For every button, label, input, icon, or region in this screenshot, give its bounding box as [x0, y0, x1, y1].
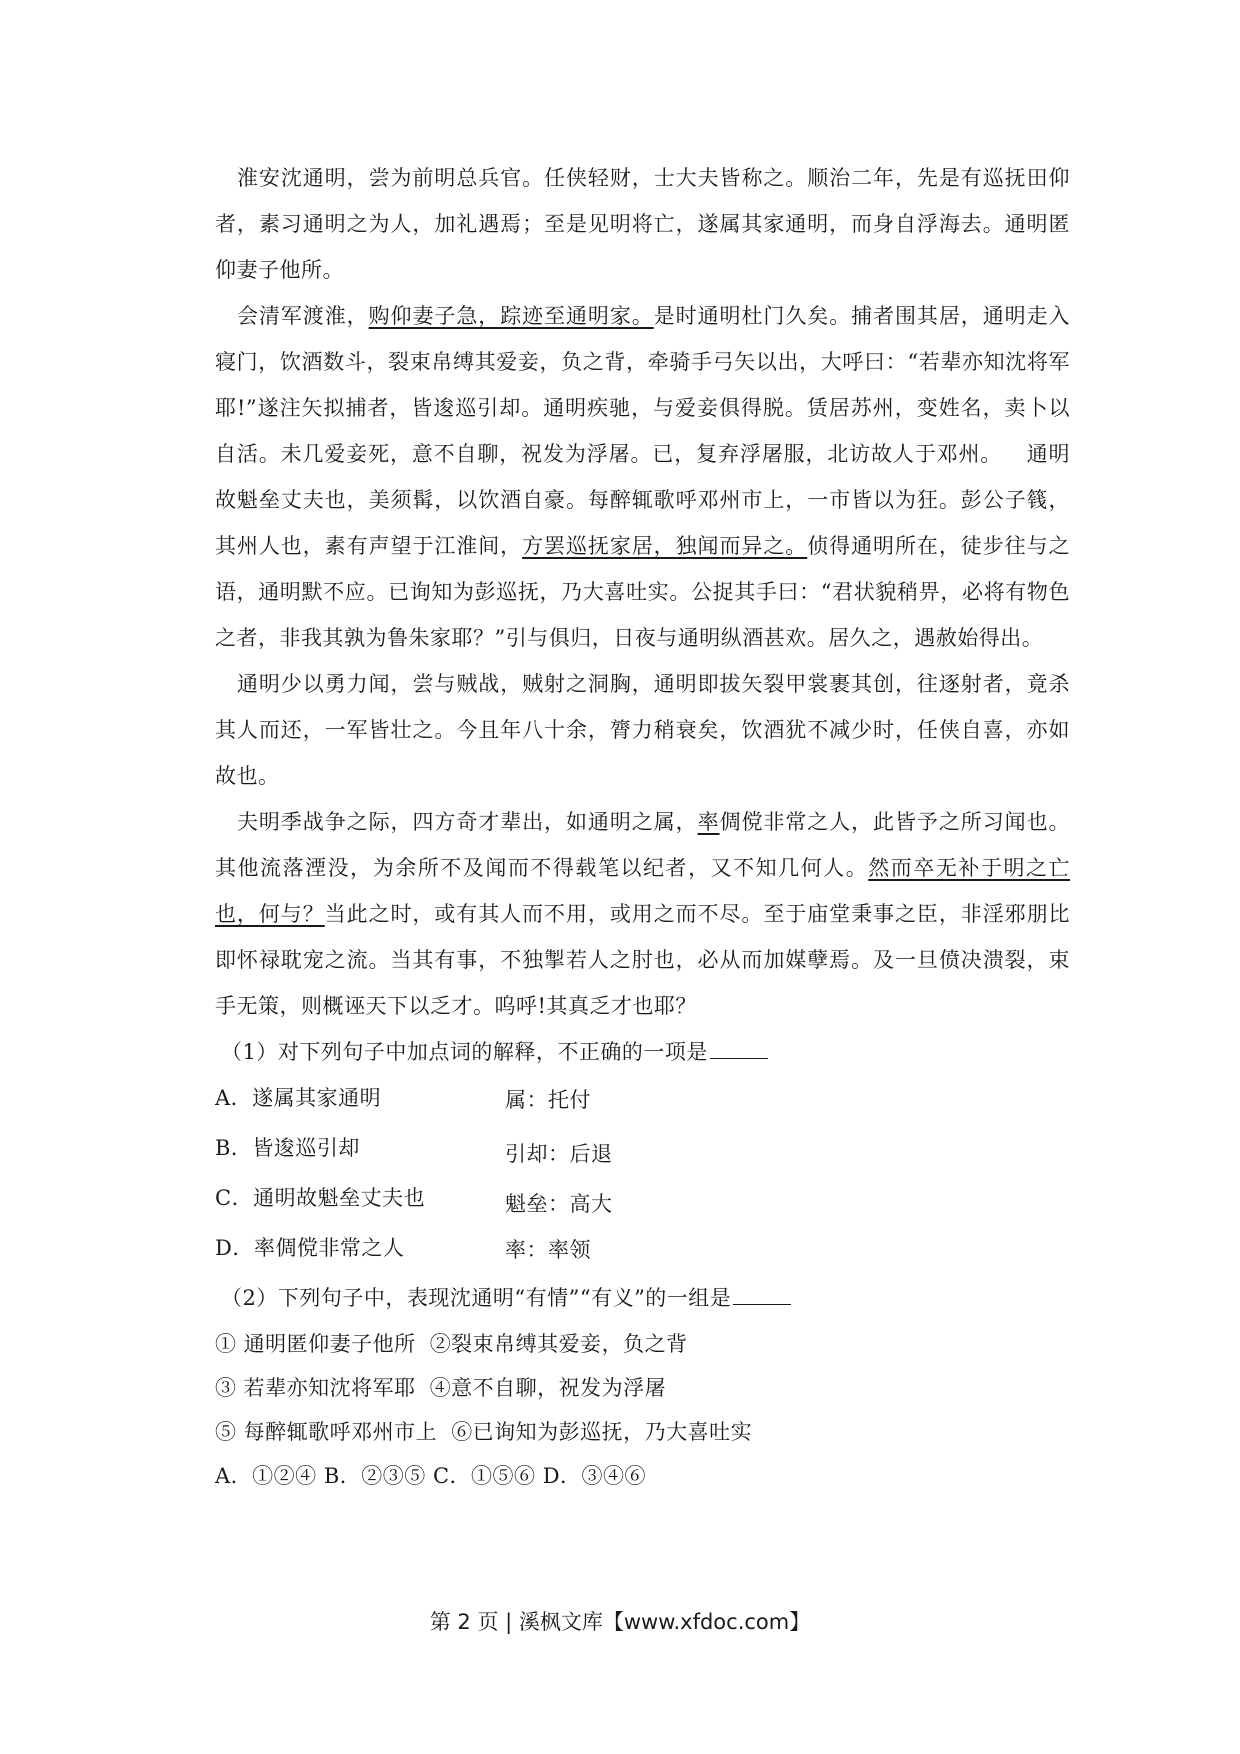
passage-paragraph-2 [215, 293, 1070, 661]
sentence-item: ④意不自聊，祝发为浮屠 [429, 1376, 667, 1400]
question-1-option-c [215, 1175, 1070, 1225]
page-footer: 第 2 页 | 溪枫文库【www.xfdoc.com】 [429, 1610, 811, 1634]
option-label: D．率倜傥非常之人 [215, 1236, 405, 1260]
sentence-item: ⑤ 每醉辄歌呼邓州市上 [215, 1420, 438, 1444]
question-1-option-a [215, 1075, 1070, 1125]
sentence-item: ③ 若辈亦知沈将军耶 [215, 1376, 416, 1400]
passage-text: 会清军渡淮， [237, 304, 369, 328]
underlined-sentence: 购仰妻子急，踪迹至通明家。 [368, 304, 654, 328]
passage-text: 淮安沈通明，尝为前明总兵官。任侠轻财，士大夫皆称之。顺治二年，先是有巡抚田仰者，素习通明之为人，加礼遇焉；至是见明将亡，遂属其家通明，而身自浮海去。通明匿仰妻子他所。 [215, 166, 1070, 282]
option-explanation: 引却：后退 [505, 1142, 613, 1166]
passage-text: 倜傥非常之人，此皆予之所习闻也。其他流落湮没，为余所不及闻而不得载笔以纪者，又不知几何人。 [215, 810, 1071, 880]
passage-paragraph-1 [215, 155, 1070, 293]
option-explanation: 魁垒：高大 [505, 1192, 613, 1216]
option-explanation: 属：托付 [505, 1088, 591, 1112]
document-content [215, 155, 1070, 1497]
passage-paragraph-4 [215, 799, 1070, 1029]
underlined-word: 率 [697, 810, 720, 834]
sentence-item: ① 通明匿仰妻子他所 [215, 1332, 416, 1356]
question-2-sentence-row [215, 1409, 1070, 1453]
question-2-choices: A．①②④ B．②③⑤ C．①⑤⑥ D．③④⑥ [215, 1464, 647, 1488]
passage-text: 当此之时，或有其人而不用，或用之而不尽。至于庙堂秉事之臣，非淫邪朋比即怀禄耽宠之流。当其有事，不独掣若人之肘也，必从而加媒孽焉。及一旦偾决溃裂，束手无策，则概诬天下以乏才。呜呼!其真乏才也耶？ [215, 902, 1070, 1018]
option-explanation: 率：率领 [505, 1238, 591, 1262]
answer-blank [733, 1284, 791, 1305]
passage-text: 通明故魁垒丈夫也，美须髯，以饮酒自豪。每醉辄歌呼邓州市上，一市皆以为狂。彭公子篯，其州人也，素有声望于江淮间， [215, 442, 1071, 558]
passage-text: 是时通明杜门久矣。捕者围其居，通明走入寝门，饮酒数斗，裂束帛缚其爱妾，负之背，牵骑手弓矢以出，大呼曰：“若辈亦知沈将军耶!”遂注矢拟捕者，皆逡巡引却。通明疾驰，与爱妾俱得脱。赁居苏州，变姓名，卖卜以自活。未几爱妾死，意不自聊，祝发为浮屠。已，复弃浮屠服，北访故人于邓州。 [215, 304, 1071, 466]
option-label: B．皆逡巡引却 [215, 1136, 360, 1160]
underlined-sentence: 方罢巡抚家居，独闻而异之。 [522, 534, 808, 558]
question-1-stem: （1）对下列句子中加点词的解释，不正确的一项是 [215, 1029, 1070, 1075]
question-1-option-b [215, 1125, 1070, 1175]
question-1-option-d [215, 1225, 1070, 1275]
question-2-sentence-row [215, 1321, 1070, 1365]
passage-paragraph-3 [215, 661, 1070, 799]
answer-blank [710, 1038, 768, 1059]
option-label: A．遂属其家通明 [215, 1086, 382, 1110]
question-2-stem: （2）下列句子中，表现沈通明“有情”“有义”的一组是 [215, 1275, 1070, 1321]
sentence-item: ②裂束帛缚其爱妾，负之背 [429, 1332, 688, 1356]
passage-text: 通明少以勇力闻，尝与贼战，贼射之洞胸，通明即拔矢裂甲裳裹其创，往逐射者，竟杀其人而还，一军皆壮之。今且年八十余，膂力稍衰矣，饮酒犹不减少时，任侠自喜，亦如故也。 [215, 672, 1070, 788]
passage-text: 夫明季战争之际，四方奇才辈出，如通明之属， [237, 810, 698, 834]
option-label: C．通明故魁垒丈夫也 [215, 1186, 426, 1210]
underlined-sentence: 然而卒无补于明之亡也，何与？ [215, 856, 1070, 926]
question-2-sentence-row [215, 1365, 1070, 1409]
passage-text: 侦得通明所在，徒步往与之语，通明默不应。已询知为彭巡抚，乃大喜吐实。公捉其手曰：“君状貌稍畀，必将有物色之者，非我其孰为鲁朱家耶？”引与俱归，日夜与通明纵酒甚欢。居久之，遇赦始得出。 [215, 534, 1071, 650]
sentence-item: ⑥已询知为彭巡抚，乃大喜吐实 [451, 1420, 753, 1444]
